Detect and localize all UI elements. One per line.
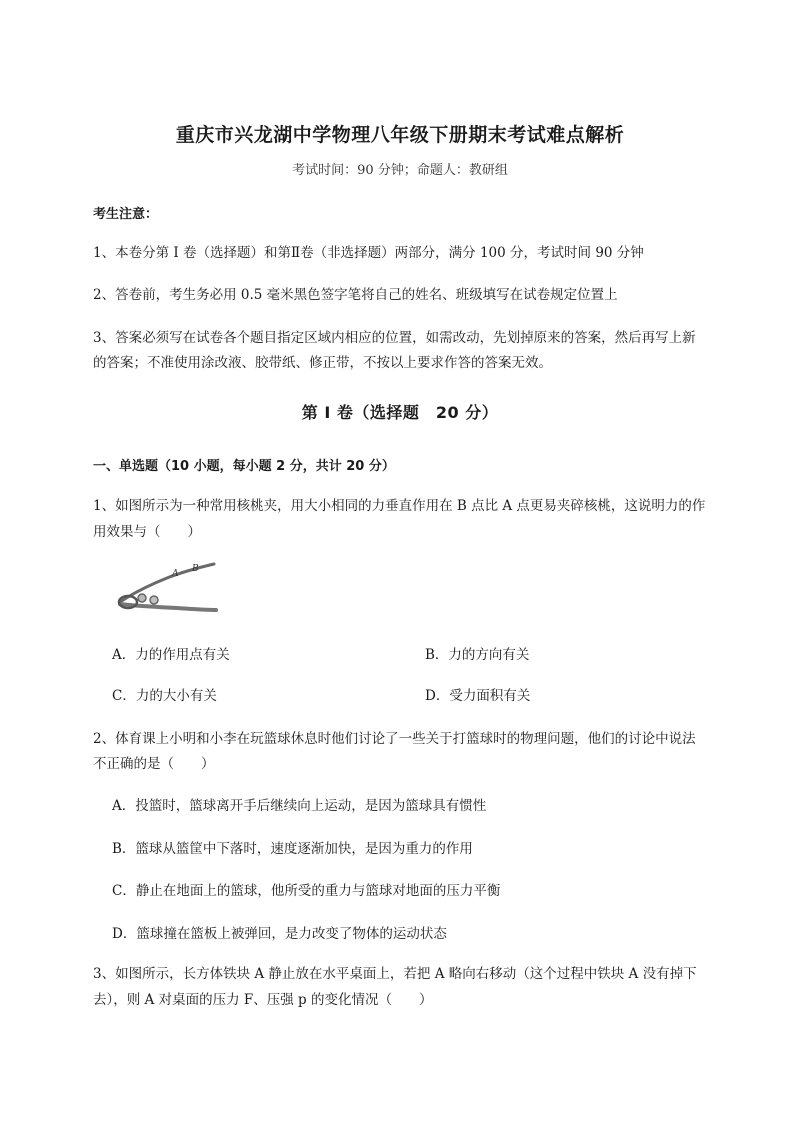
notice-item: 1、本卷分第 I 卷（选择题）和第Ⅱ卷（非选择题）两部分，满分 100 分，考试时间 90 分钟: [93, 245, 644, 261]
notice-item: 3、答案必须写在试卷各个题目指定区域内相应的位置，如需改动，先划掉原来的答案，然后再写上新: [93, 330, 696, 346]
question-2-option-a: A．投篮时，篮球离开手后继续向上运动，是因为篮球具有惯性: [112, 798, 487, 814]
question-2-line: 2、体育课上小明和小李在玩篮球休息时他们讨论了一些关于打篮球时的物理问题，他们的讨论中说法: [93, 731, 696, 747]
page-title: 重庆市兴龙湖中学物理八年级下册期末考试难点解析: [175, 124, 625, 146]
notice-heading: 考生注意：: [93, 207, 159, 222]
section-title: 第 I 卷（选择题 20 分）: [301, 403, 499, 422]
notice-item: 2、答卷前，考生务必用 0.5 毫米黑色签字笔将自己的姓名、班级填写在试卷规定位置上: [93, 287, 618, 303]
figure-label-a: A: [172, 569, 179, 579]
question-1-option-b: B．力的方向有关: [425, 647, 530, 663]
question-2-option-b: B．篮球从篮筐中下落时，速度逐渐加快，是因为重力的作用: [112, 841, 473, 857]
question-2-option-d: D．篮球撞在篮板上被弹回，是力改变了物体的运动状态: [112, 926, 447, 942]
nutcracker-figure: [112, 560, 222, 620]
question-1-option-a: A．力的作用点有关: [112, 647, 230, 663]
part-heading: 一、单选题（10 小题，每小题 2 分，共计 20 分）: [93, 459, 395, 474]
question-1-line: 用效果与（ ）: [93, 524, 201, 540]
question-2-line: 不正确的是（ ）: [93, 756, 215, 772]
question-2-option-c: C．静止在地面上的篮球，他所受的重力与篮球对地面的压力平衡: [112, 883, 501, 899]
question-1-option-c: C．力的大小有关: [112, 688, 217, 704]
question-3-line: 去），则 A 对桌面的压力 F、压强 p 的变化情况（ ）: [93, 992, 433, 1008]
question-1-option-d: D．受力面积有关: [425, 688, 531, 704]
notice-item: 的答案；不准使用涂改液、胶带纸、修正带，不按以上要求作答的答案无效。: [93, 355, 552, 371]
question-1-line: 1、如图所示为一种常用核桃夹，用大小相同的力垂直作用在 B 点比 A 点更易夹碎核桃，这说明力的作: [93, 498, 706, 514]
figure-label-b: B: [192, 564, 199, 574]
question-3-line: 3、如图所示，长方体铁块 A 静止放在水平桌面上，若把 A 略向右移动（这个过程中铁块 A 没有掉下: [93, 966, 697, 982]
exam-info: 考试时间：90 分钟；命题人：教研组: [292, 163, 508, 178]
